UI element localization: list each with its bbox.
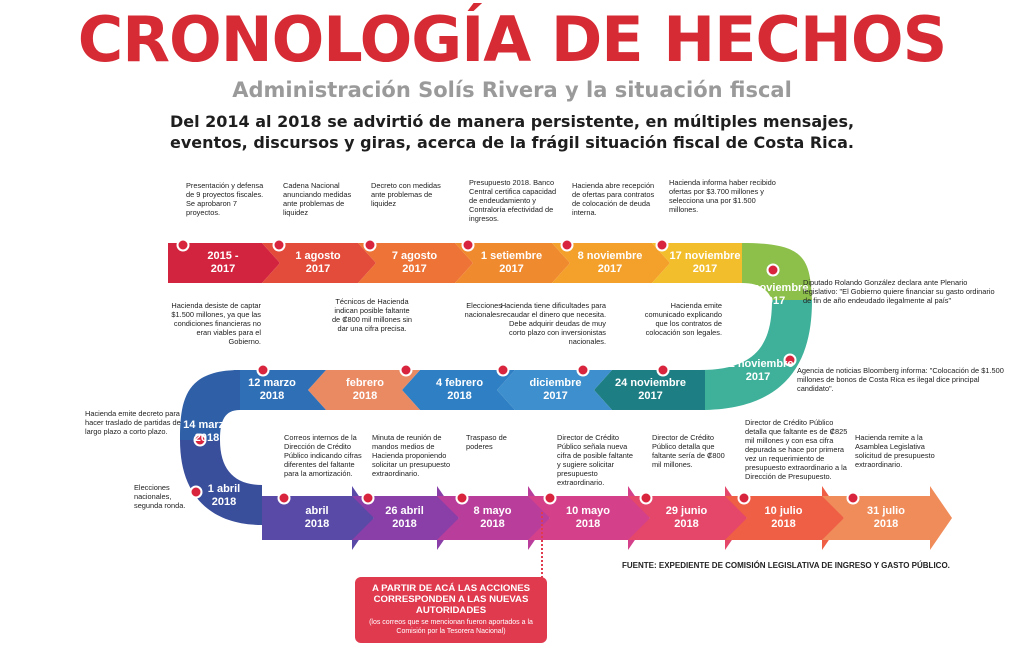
date-label-year: 2017	[543, 390, 568, 402]
date-label	[183, 419, 231, 445]
date-label	[530, 377, 582, 403]
date-label	[305, 505, 329, 531]
event-marker-dot	[279, 493, 290, 504]
date-label-day: 31 julio	[867, 505, 905, 517]
date-label-year: 2017	[305, 263, 331, 275]
intro-text: Del 2014 al 2018 se advirtió de manera persistente, en múltiples mensajes, eventos, discursos y giras, acerca de la frágil situación fiscal de Costa Rica.	[169, 112, 855, 152]
event-note: Decreto con medidas ante problemas de liquidez	[371, 181, 441, 208]
date-label	[208, 483, 240, 509]
event-note: Hacienda abre recepción de ofertas para contratos de colocación de deuda interna.	[572, 181, 655, 217]
event-note: Agencia de noticias Bloomberg informa: "Colocación de $1.500 millones de bonos de Costa Rica es ilegal dice principal candidato".	[797, 366, 1004, 393]
date-label-year: 2017	[638, 390, 663, 402]
date-label-year: 2017	[745, 371, 771, 383]
event-note: Minuta de reunión de mandos medios de Hacienda proponiendo solicitar un presupuesto extraordinario.	[372, 433, 451, 478]
date-label-day: 26 abril	[385, 505, 424, 517]
event-marker-dot	[545, 493, 556, 504]
date-label-day: 8 mayo	[473, 505, 512, 517]
event-note: Hacienda informa haber recibido ofertas por $3.700 millones y selecciona una por $1.500 millones.	[669, 178, 776, 214]
event-note: Elecciones nacionales.	[464, 301, 502, 319]
event-note: Presentación y defensa de 9 proyectos fiscales. Se aprobaron 7 proyectos.	[186, 181, 264, 217]
date-label-day: 29 junio	[665, 505, 708, 517]
handover-callout	[355, 577, 547, 643]
date-label	[666, 505, 708, 531]
date-label-day: 1 agosto	[295, 250, 341, 262]
date-label-day: 17 noviembre	[669, 250, 741, 262]
event-marker-dot	[463, 240, 474, 251]
event-marker-dot	[457, 493, 468, 504]
date-label	[436, 377, 483, 403]
date-label	[392, 250, 437, 276]
event-note: Hacienda tiene dificultades para recaudar el dinero que necesita. Debe adquirir deudas de muy corto plazo con inversionistas nacionales.	[500, 301, 606, 346]
page-title: CRONOLOGÍA DE HECHOS	[77, 3, 947, 76]
date-label-year: 2018	[304, 518, 330, 530]
event-marker-dot	[562, 240, 573, 251]
event-marker-dot	[739, 493, 750, 504]
date-label-year: 2018	[674, 518, 699, 530]
date-label	[578, 250, 643, 276]
event-marker-dot	[178, 240, 189, 251]
date-label-year: 2017	[499, 263, 524, 275]
date-label	[566, 505, 610, 531]
date-label-day: 7 agosto	[391, 250, 438, 262]
date-label-year: 2018	[352, 390, 378, 402]
event-marker-dot	[658, 365, 669, 376]
date-label	[481, 250, 542, 276]
date-label-day: 24 noviembre	[615, 377, 686, 389]
date-label-year: 2018	[259, 390, 285, 402]
event-marker-dot	[274, 240, 285, 251]
date-label-year: 2017	[402, 263, 427, 275]
event-marker-dot	[657, 240, 668, 251]
date-label-day: 2015 -	[207, 250, 239, 262]
date-label-day: diciembre	[529, 377, 582, 389]
date-label	[207, 250, 238, 276]
event-note: Presupuesto 2018. Banco Central certifica capacidad de endeudamiento y Contraloría efectividad de ingresos.	[469, 178, 557, 223]
date-label-day: 4 febrero	[435, 377, 484, 389]
date-label	[670, 250, 741, 276]
event-marker-dot	[578, 365, 589, 376]
event-marker-dot	[768, 265, 779, 276]
date-label-day: 10 mayo	[565, 505, 611, 517]
date-label-year: 2018	[873, 518, 899, 530]
date-label-day: 21 noviembre	[722, 358, 794, 370]
date-label	[346, 377, 384, 403]
date-label-year: 2017	[760, 295, 786, 307]
date-label-day: 20 noviembre	[737, 282, 809, 294]
date-label-year: 2018	[575, 518, 601, 530]
date-label-day: abril	[305, 505, 329, 517]
event-note: Elecciones nacionales, segunda ronda.	[134, 483, 186, 510]
event-note: Hacienda emite decreto para hacer traslado de partidas de largo plazo a corto plazo.	[85, 409, 181, 436]
event-note: Cadena Nacional anunciando medidas ante problemas de liquidez	[283, 181, 352, 217]
date-label-year: 2018	[447, 390, 472, 402]
date-label	[385, 505, 424, 531]
event-note: Director de Crédito Público detalla que faltante es de ₡825 mil millones y con esa cifra depurada se hace por primera vez un requerimiento de presupuesto extraordinario a la Dirección de Presupuesto.	[745, 418, 848, 481]
date-label-day: 10 julio	[764, 505, 803, 517]
date-label-day: 12 marzo	[248, 377, 296, 389]
event-marker-dot	[641, 493, 652, 504]
date-label	[474, 505, 512, 531]
event-note: Hacienda emite comunicado explicando que los contratos de colocación son legales.	[644, 301, 722, 337]
date-label	[615, 377, 686, 403]
event-note: Hacienda desiste de captar $1.500 millones, ya que las condiciones financieras no eran viables para el Gobierno.	[171, 301, 261, 346]
date-label-year: 2018	[392, 518, 417, 530]
event-note: Correos internos de la Dirección de Crédito Público indicando cifras diferentes del faltante para la amortización.	[284, 433, 362, 478]
date-label	[248, 377, 296, 403]
event-note: Director de Crédito Público señala nueva cifra de posible faltante y sugiere solicitar presupuesto extraordinario.	[557, 433, 634, 487]
event-note: Director de Crédito Público detalla que faltante sería de ₡800 mil millones.	[652, 433, 725, 469]
date-label-day: 8 noviembre	[577, 250, 643, 262]
date-label-year: 2017	[210, 263, 236, 275]
handover-callout-note: (los correos que se mencionan fueron aportados a la Comisión por la Tesorera Nacional)	[369, 619, 533, 635]
date-label-year: 2018	[211, 496, 237, 508]
date-label-year: 2018	[194, 432, 220, 444]
event-marker-dot	[363, 493, 374, 504]
handover-marker-line	[541, 512, 543, 578]
date-label-day: 1 abril	[207, 483, 241, 495]
date-label	[867, 505, 905, 531]
date-label	[295, 250, 340, 276]
event-note: Traspaso de poderes	[466, 433, 507, 451]
date-label-day: 14 marzo	[183, 419, 231, 431]
date-label	[738, 282, 809, 308]
date-label-day: 1 setiembre	[480, 250, 543, 262]
event-note: Técnicos de Hacienda indican posible faltante de ₡800 mil millones sin dar una cifra precisa.	[331, 297, 413, 333]
handover-callout-title: A PARTIR DE ACÁ LAS ACCIONES CORRESPONDEN A LAS NUEVAS AUTORIDADES	[371, 583, 531, 616]
date-label-day: febrero	[346, 377, 384, 389]
date-label-year: 2018	[480, 518, 505, 530]
event-note: Diputado Rolando González declara ante Plenario legislativo: "El Gobierno quiere financiar su gasto ordinario de fin de año endeudado ilegalmente al país"	[803, 278, 995, 305]
event-marker-dot	[848, 493, 859, 504]
page-subtitle: Administración Solís Rivera y la situación fiscal	[232, 78, 792, 102]
date-label-year: 2017	[597, 263, 623, 275]
date-label	[723, 358, 794, 384]
event-marker-dot	[498, 365, 509, 376]
date-label-year: 2018	[771, 518, 796, 530]
event-marker-dot	[401, 365, 412, 376]
source-note: FUENTE: EXPEDIENTE DE COMISIÓN LEGISLATIVA DE INGRESO Y GASTO PÚBLICO.	[622, 561, 950, 570]
event-marker-dot	[258, 365, 269, 376]
event-marker-dot	[365, 240, 376, 251]
event-note: Hacienda remite a la Asamblea Legislativa solicitud de presupuesto extraordinario.	[855, 433, 935, 469]
date-label-year: 2017	[692, 263, 718, 275]
date-label	[765, 505, 803, 531]
